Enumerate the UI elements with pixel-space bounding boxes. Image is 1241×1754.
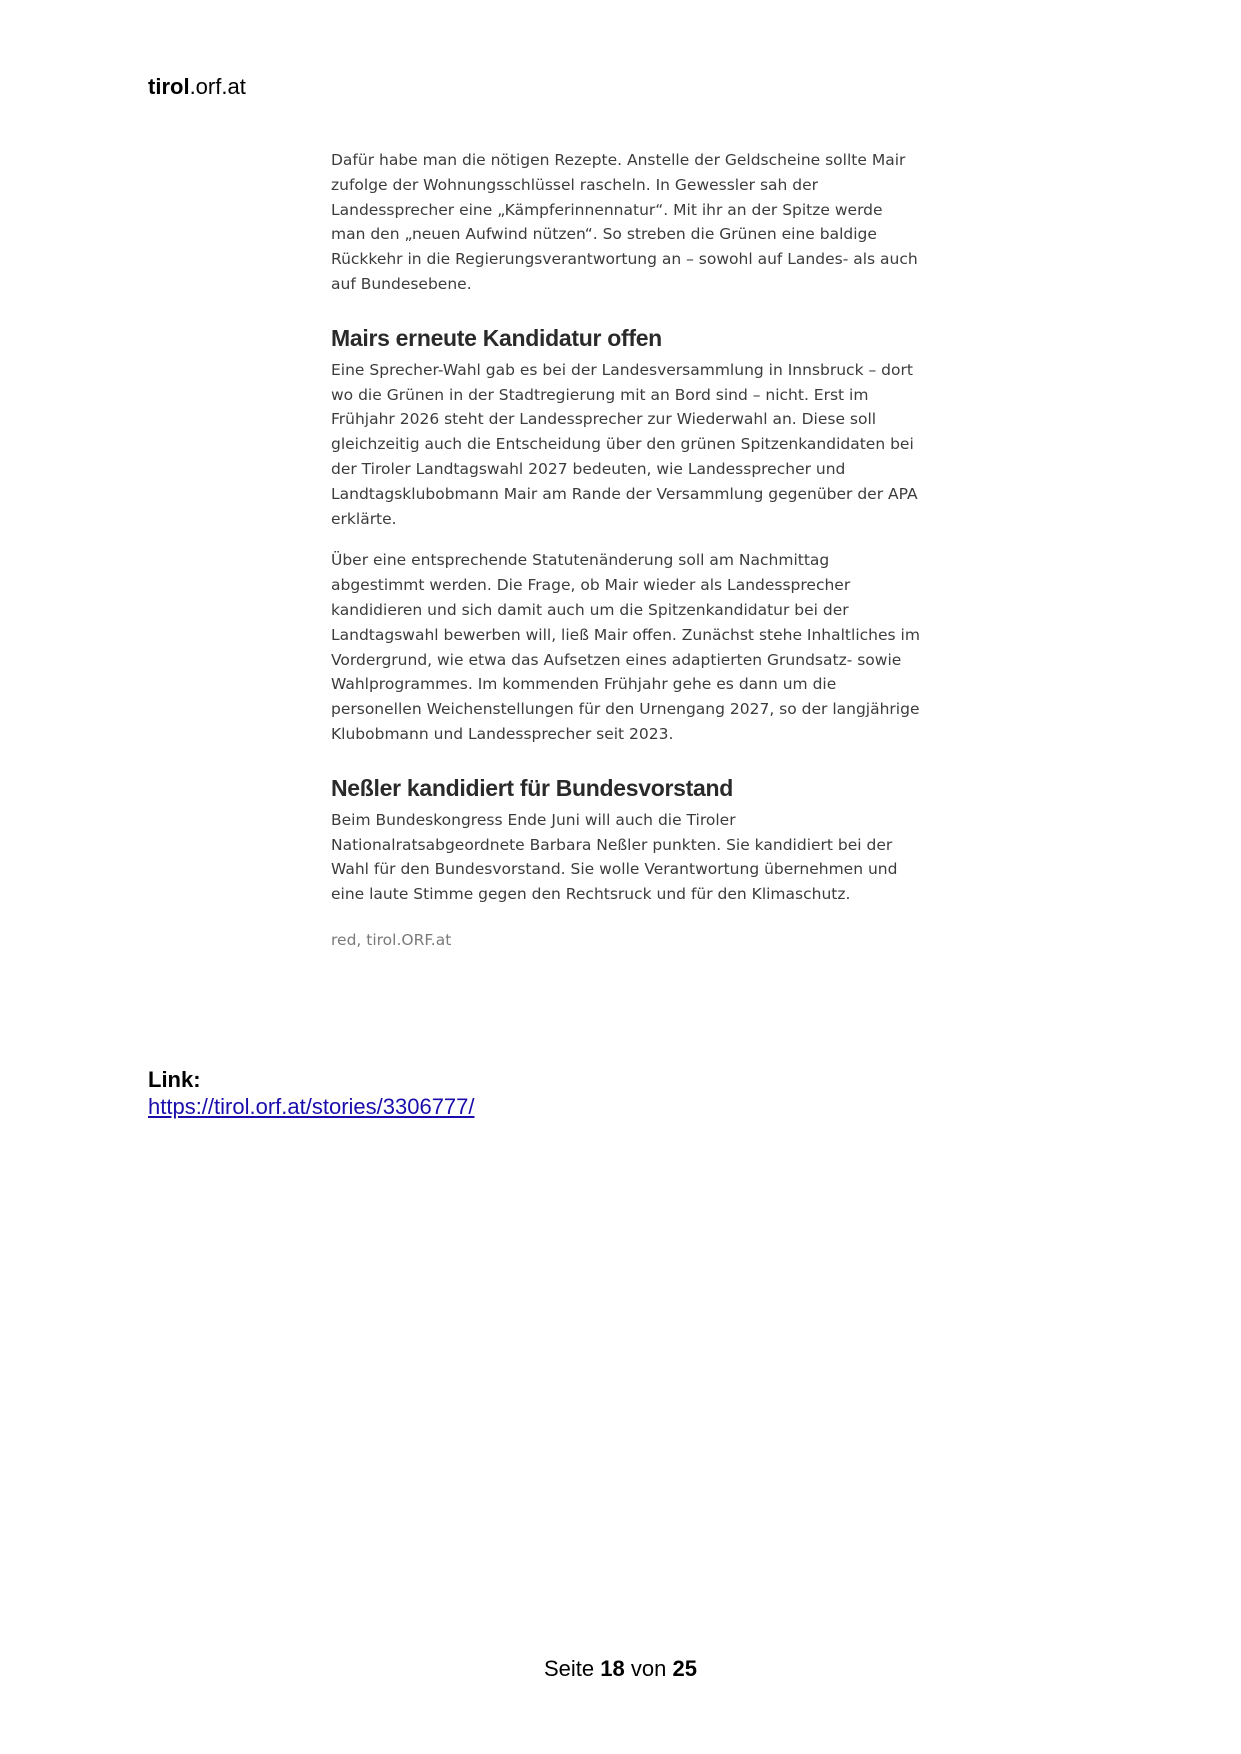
section-heading: Neßler kandidiert für Bundesvorstand: [331, 774, 733, 801]
article-paragraph: Eine Sprecher-Wahl gab es bei der Landesversammlung in Innsbruck – dort wo die Grünen in der Stadtregierung mit an Bord sind – nicht. Erst im Frühjahr 2026 steht der Landessprecher zur Wiederwahl an. Diese soll gleichzeitig auch die Entscheidung über den grünen Spitzenkandidaten bei der Tiroler Landtagswahl 2027 bedeuten, wie Landessprecher und Landtagsklubobmann Mair am Rande der Versammlung gegenüber der APA erklärte.: [331, 360, 918, 528]
article-paragraph: Dafür habe man die nötigen Rezepte. Anstelle der Geldscheine sollte Mair zufolge der Wohnungsschlüssel rascheln. In Gewessler sah der Landessprecher eine „Kämpferinnennatur“. Mit ihr an der Spitze werde man den „neuen Aufwind nützen“. So streben die Grünen eine baldige Rückkehr in die Regierungsverantwortung an – sowohl auf Landes- als auch auf Bundesebene.: [331, 151, 918, 293]
brand-name-bold: tirol: [148, 74, 190, 99]
section-heading: Mairs erneute Kandidatur offen: [331, 324, 662, 351]
article-paragraph: Beim Bundeskongress Ende Juni will auch die Tiroler Nationalratsabgeordnete Barbara Neßler punkten. Sie kandidiert bei der Wahl für den Bundesvorstand. Sie wolle Verantwortung übernehmen und eine laute Stimme gegen den Rechtsruck und für den Klimaschutz.: [331, 810, 898, 904]
article-paragraph: Über eine entsprechende Statutenänderung soll am Nachmittag abgestimmt werden. Die Frage, ob Mair wieder als Landessprecher kandidieren und sich damit auch um die Spitzenkandidatur bei der Landtagswahl bewerben will, ließ Mair offen. Zunächst stehe Inhaltliches im Vordergrund, wie etwa das Aufsetzen eines adaptierten Grundsatz- sowie Wahlprogrammes. Im kommenden Frühjahr gehe es dann um die personellen Weichenstellungen für den Urnengang 2027, so der langjährige Klubobmann und Landessprecher seit 2023.: [331, 551, 920, 743]
page-label: Seite: [544, 1656, 595, 1681]
link-label: Link:: [148, 1067, 201, 1092]
total-pages-number: 25: [672, 1656, 697, 1681]
page-header: [148, 74, 246, 100]
page-footer: [0, 1656, 1241, 1682]
source-link[interactable]: https://tirol.orf.at/stories/3306777/: [148, 1094, 475, 1119]
source-link-block: [148, 1066, 475, 1120]
page-separator: von: [630, 1656, 667, 1681]
article-credit: red, tirol.ORF.at: [331, 930, 452, 949]
current-page-number: 18: [600, 1656, 625, 1681]
article-screenshot: [331, 148, 921, 970]
brand-name-domain: .orf.at: [189, 74, 246, 99]
